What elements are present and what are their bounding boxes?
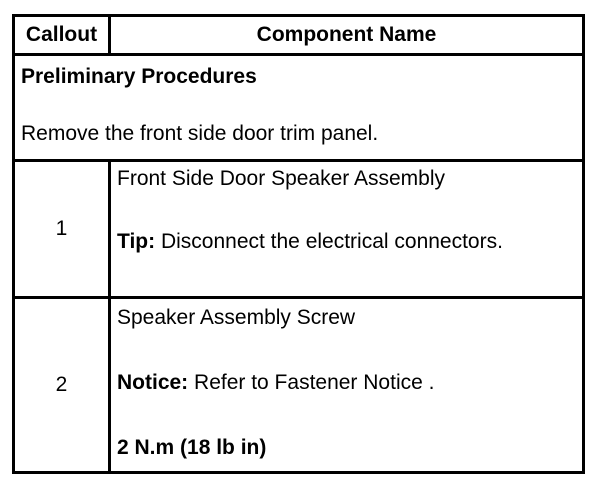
notice-line bbox=[117, 370, 582, 395]
notice-label: Notice: bbox=[117, 371, 189, 395]
component-name: Speaker Assembly Screw bbox=[117, 306, 356, 329]
callout-number: 2 bbox=[14, 298, 110, 473]
table-row bbox=[14, 161, 584, 298]
preliminary-cell bbox=[14, 55, 584, 161]
notice-text: Refer to Fastener Notice . bbox=[188, 371, 435, 395]
header-row bbox=[14, 16, 584, 55]
component-name-header: Component Name bbox=[110, 16, 584, 55]
preliminary-row bbox=[14, 55, 584, 161]
procedure-table bbox=[12, 14, 585, 474]
preliminary-step: Remove the front side door trim panel. bbox=[21, 122, 379, 146]
callout-header: Callout bbox=[14, 16, 110, 55]
table-row bbox=[14, 298, 584, 473]
tip-text: Disconnect the electrical connectors. bbox=[155, 230, 503, 254]
preliminary-title: Preliminary Procedures bbox=[21, 65, 257, 88]
tip-line bbox=[117, 229, 582, 254]
component-cell bbox=[110, 161, 584, 298]
component-cell bbox=[110, 298, 584, 473]
tip-label: Tip: bbox=[117, 230, 156, 254]
callout-number: 1 bbox=[14, 161, 110, 298]
component-name: Front Side Door Speaker Assembly bbox=[117, 167, 445, 190]
torque-spec: 2 N.m (18 lb in) bbox=[117, 436, 267, 460]
